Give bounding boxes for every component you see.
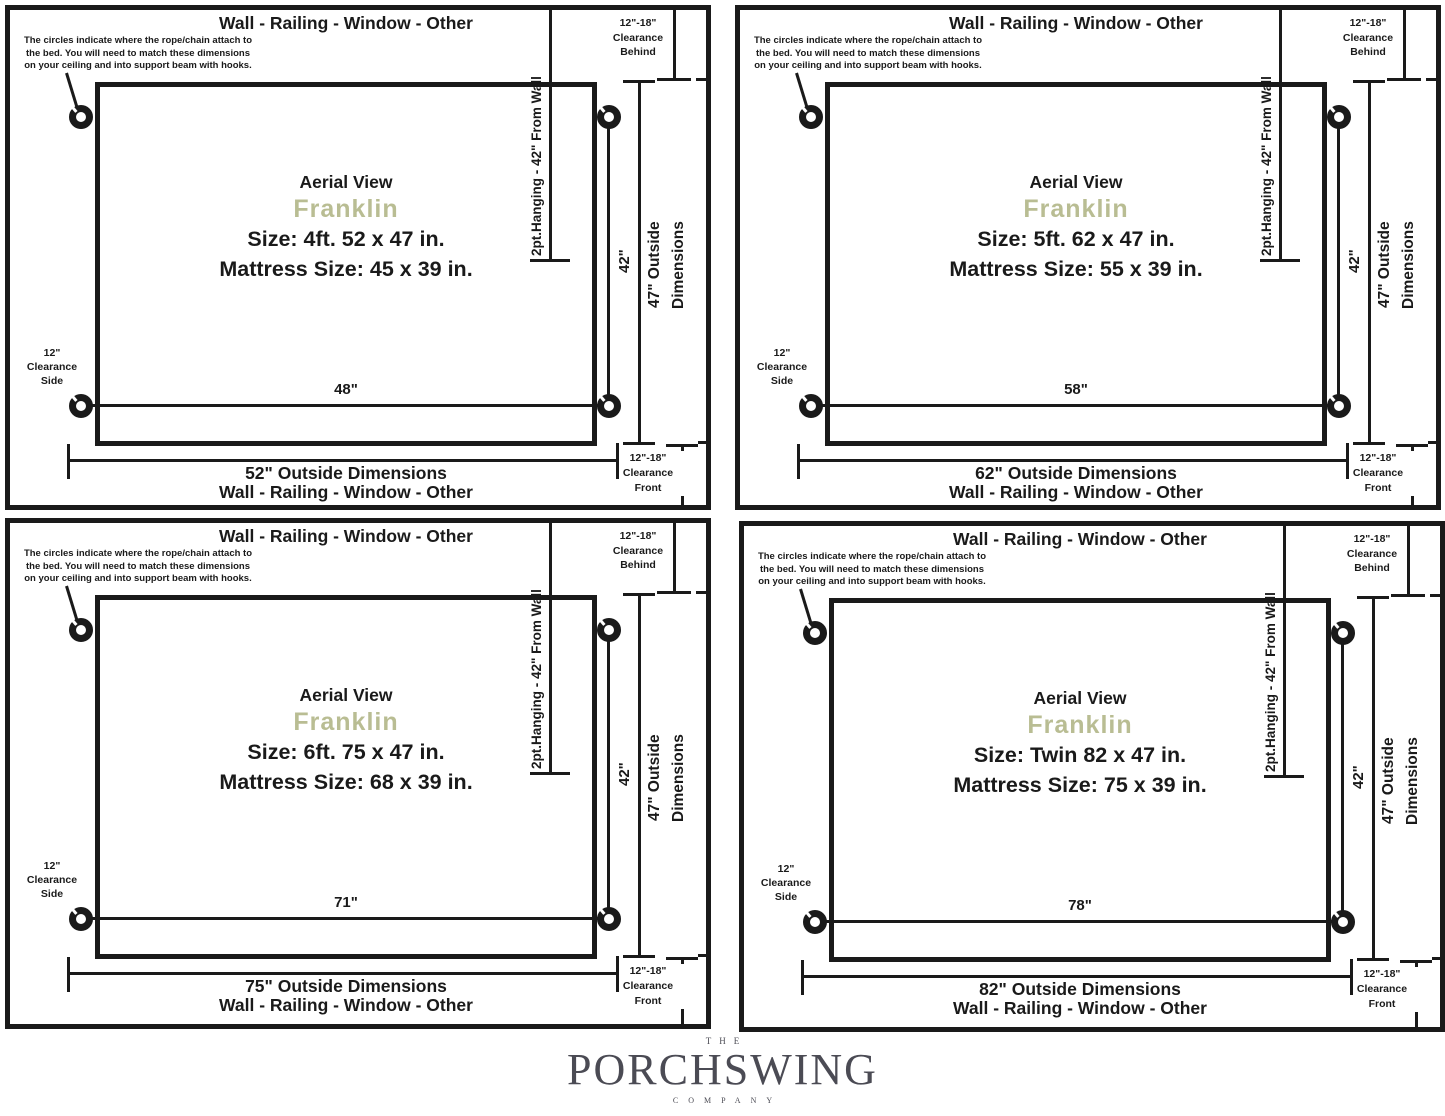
size-label: Size: 5ft. 62 x 47 in. bbox=[977, 227, 1175, 251]
note-line: on your ceiling and into support beam with hooks. bbox=[24, 573, 252, 584]
clearance-behind-tick bbox=[1387, 78, 1421, 81]
attachment-point-icon bbox=[1327, 105, 1351, 129]
ring-notch bbox=[1331, 909, 1339, 918]
clearance-front-line2: Clearance bbox=[1356, 983, 1408, 995]
clearance-behind-line3: Behind bbox=[620, 46, 656, 58]
logo-name-text: PORCHSWING bbox=[567, 1045, 878, 1094]
clearance-front-line2: Clearance bbox=[622, 980, 674, 992]
outside-depth-line bbox=[1368, 81, 1371, 445]
diagram-franklin-twin bbox=[739, 521, 1445, 1032]
clearance-front-label bbox=[1341, 451, 1415, 496]
outside-depth-tick bbox=[623, 80, 655, 83]
clearance-side-line2: Clearance bbox=[760, 877, 812, 889]
clearance-behind-line3: Behind bbox=[1350, 46, 1386, 58]
outside-depth-tick bbox=[623, 593, 655, 596]
clearance-behind-label bbox=[601, 529, 675, 573]
rope-span-width-label: 78" bbox=[1068, 897, 1092, 914]
outside-width-label: 82" Outside Dimensions bbox=[979, 979, 1181, 999]
model-name: Franklin bbox=[1023, 195, 1129, 223]
clearance-front-line3: Front bbox=[1364, 482, 1392, 494]
clearance-side-line1: 12" bbox=[43, 347, 61, 359]
outside-depth-tick bbox=[623, 442, 655, 445]
clearance-behind-line1: 12"-18" bbox=[619, 17, 657, 29]
clearance-front-tick bbox=[666, 444, 698, 447]
attachment-point-icon bbox=[799, 105, 823, 129]
attachment-point-icon bbox=[1331, 621, 1355, 645]
outside-width-line bbox=[798, 459, 1348, 462]
ring-notch bbox=[69, 906, 77, 915]
outside-depth-label: 47" Outside bbox=[1380, 737, 1397, 825]
company-logo bbox=[0, 1036, 1445, 1105]
clearance-behind-line1: 12"-18" bbox=[619, 530, 657, 542]
ring-notch bbox=[799, 104, 807, 113]
outside-depth-label: 47" Outside bbox=[646, 734, 663, 822]
clearance-behind-line2: Clearance bbox=[612, 31, 664, 44]
attachment-point-icon bbox=[803, 621, 827, 645]
clearance-front-line1: 12"-18" bbox=[629, 965, 667, 977]
note-line: the bed. You will need to match these dimensions bbox=[26, 47, 250, 59]
outside-depth-label: Dimensions bbox=[670, 734, 687, 822]
clearance-front-line3: Front bbox=[634, 995, 662, 1007]
clearance-side-label bbox=[14, 859, 90, 901]
wall-stub-line bbox=[698, 441, 706, 444]
clearance-side-line1: 12" bbox=[43, 860, 61, 872]
wall-stub-line bbox=[1430, 594, 1440, 597]
wall-label-top: Wall - Railing - Window - Other bbox=[949, 13, 1203, 33]
ring-notch bbox=[1327, 393, 1335, 402]
outside-depth-tick bbox=[1353, 80, 1385, 83]
rope-span-line bbox=[81, 917, 609, 920]
clearance-side-line1: 12" bbox=[773, 347, 791, 359]
clearance-side-label bbox=[14, 346, 90, 388]
clearance-front-line2: Clearance bbox=[622, 467, 674, 479]
clearance-side-line2: Clearance bbox=[26, 874, 78, 886]
outside-depth-label: Dimensions bbox=[670, 221, 687, 309]
wall-label-bottom: Wall - Railing - Window - Other bbox=[949, 482, 1203, 502]
hanging-distance-label: 2pt.Hanging - 42" From Wall bbox=[1259, 76, 1274, 256]
rope-span-line bbox=[815, 920, 1343, 923]
outside-width-line bbox=[802, 975, 1352, 978]
attachment-point-icon bbox=[597, 618, 621, 642]
ring-notch bbox=[597, 617, 605, 626]
note-line: the bed. You will need to match these dimensions bbox=[760, 563, 984, 575]
outside-width-tick bbox=[67, 444, 70, 479]
wall-label-bottom: Wall - Railing - Window - Other bbox=[219, 482, 473, 502]
clearance-front-tick bbox=[666, 957, 698, 960]
outside-depth-line bbox=[1372, 597, 1375, 961]
clearance-side-line3: Side bbox=[40, 375, 64, 387]
mattress-size-label: Mattress Size: 68 x 39 in. bbox=[219, 770, 473, 794]
clearance-front-line3: Front bbox=[1368, 998, 1396, 1010]
outside-depth-label: Dimensions bbox=[1400, 221, 1417, 309]
bed-info-block bbox=[825, 170, 1327, 284]
ring-notch bbox=[69, 393, 77, 402]
hanging-distance-label: 2pt.Hanging - 42" From Wall bbox=[1263, 592, 1278, 772]
note-line: The circles indicate where the rope/chain attach to bbox=[757, 551, 987, 562]
outside-width-tick bbox=[1346, 443, 1349, 479]
attachment-span-line bbox=[607, 117, 610, 406]
attachment-span-line bbox=[607, 630, 610, 919]
ring-notch bbox=[597, 393, 605, 402]
logo-the-text: THE bbox=[705, 1036, 748, 1046]
outside-depth-label: 47" Outside bbox=[1376, 221, 1393, 309]
bed-info-block bbox=[95, 170, 597, 284]
attachment-point-icon bbox=[597, 907, 621, 931]
clearance-behind-line3: Behind bbox=[620, 559, 656, 571]
attachment-point-icon bbox=[69, 105, 93, 129]
wall-stub-line bbox=[1432, 957, 1440, 960]
rope-span-width-label: 71" bbox=[334, 894, 358, 911]
mattress-size-label: Mattress Size: 45 x 39 in. bbox=[219, 257, 473, 281]
attachment-point-icon bbox=[597, 105, 621, 129]
rope-chain-note bbox=[742, 35, 994, 73]
clearance-behind-line3: Behind bbox=[1354, 562, 1390, 574]
clearance-side-line2: Clearance bbox=[26, 361, 78, 373]
clearance-behind-line2: Clearance bbox=[1342, 31, 1394, 44]
model-name: Franklin bbox=[1027, 711, 1133, 739]
clearance-front-tick bbox=[1396, 444, 1428, 447]
attachment-span-line bbox=[1341, 633, 1344, 922]
wall-label-bottom: Wall - Railing - Window - Other bbox=[953, 998, 1207, 1018]
rope-span-line bbox=[811, 404, 1339, 407]
clearance-front-tick bbox=[1400, 960, 1432, 963]
clearance-side-line2: Clearance bbox=[756, 361, 808, 373]
wall-stub-line bbox=[696, 591, 706, 594]
outside-depth-label: 47" Outside bbox=[646, 221, 663, 309]
note-line: The circles indicate where the rope/chain attach to bbox=[23, 35, 253, 46]
clearance-front-line1: 12"-18" bbox=[1363, 968, 1401, 980]
hanging-distance-label: 2pt.Hanging - 42" From Wall bbox=[529, 589, 544, 769]
bed-info-block bbox=[95, 683, 597, 797]
rope-span-line bbox=[81, 404, 609, 407]
diagram-franklin-4ft bbox=[5, 5, 711, 510]
outside-depth-tick bbox=[623, 955, 655, 958]
diagram-franklin-5ft bbox=[735, 5, 1441, 510]
outside-width-label: 52" Outside Dimensions bbox=[245, 463, 447, 483]
clearance-behind-line2: Clearance bbox=[612, 544, 664, 557]
outside-width-line bbox=[68, 972, 618, 975]
model-name: Franklin bbox=[293, 708, 399, 736]
aerial-view-label: Aerial View bbox=[1029, 172, 1123, 192]
logo-company-text: COMPANY bbox=[672, 1096, 783, 1105]
wall-label-bottom: Wall - Railing - Window - Other bbox=[219, 995, 473, 1015]
wall-label-top: Wall - Railing - Window - Other bbox=[219, 526, 473, 546]
ring-notch bbox=[799, 393, 807, 402]
model-name: Franklin bbox=[293, 195, 399, 223]
wall-stub-line bbox=[1426, 78, 1436, 81]
attachment-point-icon bbox=[803, 910, 827, 934]
outside-width-label: 62" Outside Dimensions bbox=[975, 463, 1177, 483]
clearance-behind-line1: 12"-18" bbox=[1353, 533, 1391, 545]
outside-width-tick bbox=[616, 956, 619, 992]
ring-notch bbox=[69, 104, 77, 113]
size-label: Size: 6ft. 75 x 47 in. bbox=[247, 740, 445, 764]
clearance-front-line1: 12"-18" bbox=[629, 452, 667, 464]
attachment-point-icon bbox=[69, 618, 93, 642]
clearance-front-label bbox=[611, 964, 685, 1009]
ring-notch bbox=[803, 909, 811, 918]
attachment-point-icon bbox=[1327, 394, 1351, 418]
clearance-behind-label bbox=[601, 16, 675, 60]
attachment-span-line bbox=[1337, 117, 1340, 406]
note-line: on your ceiling and into support beam with hooks. bbox=[758, 576, 986, 587]
aerial-view-label: Aerial View bbox=[299, 172, 393, 192]
outside-width-line bbox=[68, 459, 618, 462]
wall-label-top: Wall - Railing - Window - Other bbox=[219, 13, 473, 33]
aerial-view-label: Aerial View bbox=[299, 685, 393, 705]
note-line: on your ceiling and into support beam with hooks. bbox=[754, 60, 982, 71]
mattress-size-label: Mattress Size: 55 x 39 in. bbox=[949, 257, 1203, 281]
rope-span-width-label: 58" bbox=[1064, 381, 1088, 398]
outside-width-tick bbox=[797, 444, 800, 479]
mattress-size-label: Mattress Size: 75 x 39 in. bbox=[953, 773, 1207, 797]
note-line: the bed. You will need to match these dimensions bbox=[756, 47, 980, 59]
rope-span-width-label: 48" bbox=[334, 381, 358, 398]
outside-width-tick bbox=[1350, 959, 1353, 995]
outside-depth-label: Dimensions bbox=[1404, 737, 1421, 825]
outside-depth-line bbox=[638, 81, 641, 445]
note-line: the bed. You will need to match these dimensions bbox=[26, 560, 250, 572]
size-label: Size: 4ft. 52 x 47 in. bbox=[247, 227, 445, 251]
clearance-front-label bbox=[1345, 967, 1419, 1012]
attachment-span-label: 42" bbox=[616, 249, 633, 274]
attachment-point-icon bbox=[69, 907, 93, 931]
outside-depth-tick bbox=[1353, 442, 1385, 445]
bed-info-block bbox=[829, 686, 1331, 800]
note-line: The circles indicate where the rope/chain attach to bbox=[23, 548, 253, 559]
clearance-side-label bbox=[744, 346, 820, 388]
attachment-point-icon bbox=[799, 394, 823, 418]
ring-notch bbox=[1327, 104, 1335, 113]
outside-width-label: 75" Outside Dimensions bbox=[245, 976, 447, 996]
ring-notch bbox=[1331, 620, 1339, 629]
ring-notch bbox=[803, 620, 811, 629]
clearance-behind-tick bbox=[1391, 594, 1425, 597]
wall-stub-line bbox=[698, 954, 706, 957]
wall-stub-line bbox=[696, 78, 706, 81]
attachment-span-label: 42" bbox=[616, 762, 633, 787]
clearance-front-line3: Front bbox=[634, 482, 662, 494]
clearance-behind-line1: 12"-18" bbox=[1349, 17, 1387, 29]
clearance-side-line3: Side bbox=[40, 888, 64, 900]
clearance-front-line2: Clearance bbox=[1352, 467, 1404, 479]
wall-stub-line bbox=[1428, 441, 1436, 444]
attachment-point-icon bbox=[69, 394, 93, 418]
clearance-behind-tick bbox=[657, 591, 691, 594]
attachment-point-icon bbox=[597, 394, 621, 418]
rope-chain-note bbox=[12, 35, 264, 73]
attachment-span-label: 42" bbox=[1350, 765, 1367, 790]
clearance-side-line3: Side bbox=[774, 891, 798, 903]
clearance-behind-tick bbox=[657, 78, 691, 81]
outside-depth-tick bbox=[1357, 596, 1389, 599]
clearance-side-line1: 12" bbox=[777, 863, 795, 875]
note-line: on your ceiling and into support beam with hooks. bbox=[24, 60, 252, 71]
aerial-view-label: Aerial View bbox=[1033, 688, 1127, 708]
note-line: The circles indicate where the rope/chain attach to bbox=[753, 35, 983, 46]
ring-notch bbox=[597, 104, 605, 113]
size-label: Size: Twin 82 x 47 in. bbox=[973, 743, 1187, 767]
clearance-behind-label bbox=[1335, 532, 1409, 576]
clearance-front-line1: 12"-18" bbox=[1359, 452, 1397, 464]
outside-width-tick bbox=[67, 957, 70, 992]
ring-notch bbox=[69, 617, 77, 626]
outside-depth-tick bbox=[1357, 958, 1389, 961]
clearance-side-line3: Side bbox=[770, 375, 794, 387]
clearance-side-label bbox=[748, 862, 824, 904]
rope-chain-note bbox=[746, 551, 998, 589]
attachment-point-icon bbox=[1331, 910, 1355, 934]
clearance-behind-label bbox=[1331, 16, 1405, 60]
rope-chain-note bbox=[12, 548, 264, 586]
ring-notch bbox=[597, 906, 605, 915]
clearance-front-label bbox=[611, 451, 685, 496]
wall-label-top: Wall - Railing - Window - Other bbox=[953, 529, 1207, 549]
hanging-distance-label: 2pt.Hanging - 42" From Wall bbox=[529, 76, 544, 256]
attachment-span-label: 42" bbox=[1346, 249, 1363, 274]
outside-width-tick bbox=[801, 960, 804, 995]
outside-depth-line bbox=[638, 594, 641, 958]
outside-width-tick bbox=[616, 443, 619, 479]
clearance-behind-line2: Clearance bbox=[1346, 547, 1398, 560]
diagram-franklin-6ft bbox=[5, 518, 711, 1029]
